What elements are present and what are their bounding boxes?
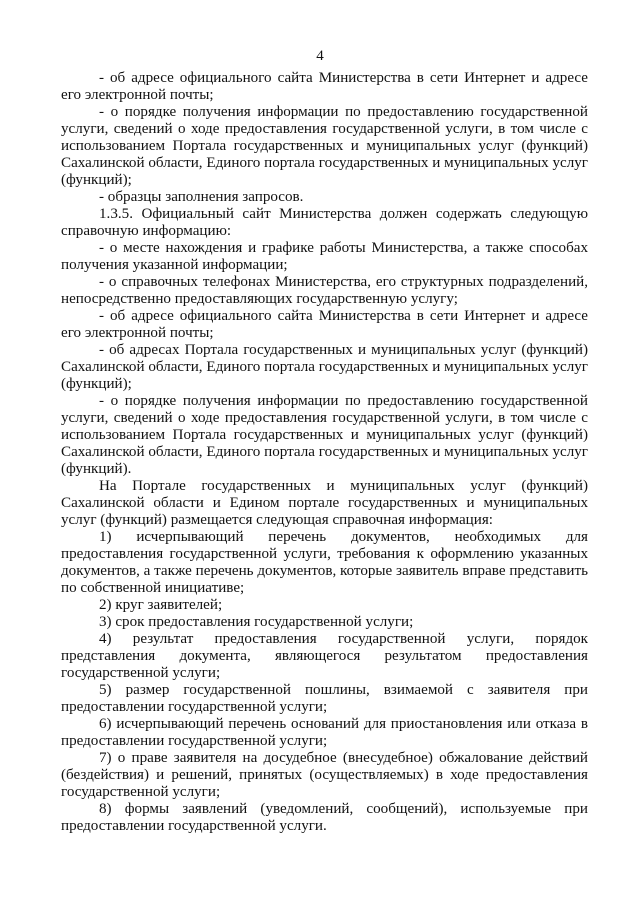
document-body [61, 70, 588, 835]
paragraph: - образцы заполнения запросов. [99, 189, 304, 205]
paragraph: На Портале государственных и муниципальных услуг (функций) Сахалинской области и Едином портале государственных и муниципальных услуг (функций) размещается следующая справочная информация: [61, 478, 588, 528]
list-item: 3) срок предоставления государственной услуги; [99, 614, 414, 630]
list-item: 6) исчерпывающий перечень оснований для приостановления или отказа в предоставлении государственной услуги; [61, 716, 588, 749]
list-item: 8) формы заявлений (уведомлений, сообщений), используемые при предоставлении государственной услуги. [61, 801, 588, 834]
paragraph: - об адресе официального сайта Министерства в сети Интернет и адресе его электронной почты; [61, 70, 588, 103]
paragraph: - об адресе официального сайта Министерства в сети Интернет и адресе его электронной почты; [61, 308, 588, 341]
paragraph: - об адресах Портала государственных и муниципальных услуг (функций) Сахалинской области, Единого портала государственных и муниципальных услуг (функций); [61, 342, 588, 392]
section-heading-paragraph: 1.3.5. Официальный сайт Министерства должен содержать следующую справочную информацию: [61, 206, 588, 239]
paragraph: - о справочных телефонах Министерства, его структурных подразделений, непосредственно предоставляющих государственную услугу; [61, 274, 588, 307]
page-number: 4 [316, 48, 324, 64]
paragraph: - о месте нахождения и графике работы Министерства, а также способах получения указанной информации; [61, 240, 588, 273]
list-item: 2) круг заявителей; [99, 597, 223, 613]
paragraph: - о порядке получения информации по предоставлению государственной услуги, сведений о ходе предоставления государственной услуги, в том числе с использованием Портала государственных и муниципальных услуг (функций) Сахалинской области, Единого портала государственных и муниципальных услуг (функций); [61, 104, 588, 188]
list-item: 5) размер государственной пошлины, взимаемой с заявителя при предоставлении государственной услуги; [61, 682, 588, 715]
list-item: 4) результат предоставления государственной услуги, порядок представления документа, являющегося результатом предоставления государственной услуги; [61, 631, 588, 681]
list-item: 1) исчерпывающий перечень документов, необходимых для предоставления государственной услуги, требования к оформлению указанных документов, а также перечень документов, которые заявитель вправе представить по собственной инициативе; [61, 529, 588, 596]
paragraph: - о порядке получения информации по предоставлению государственной услуги, сведений о ходе предоставления государственной услуги, в том числе с использованием Портала государственных и муниципальных услуг (функций) Сахалинской области, Единого портала государственных и муниципальных услуг (функций). [61, 393, 588, 477]
list-item: 7) о праве заявителя на досудебное (внесудебное) обжалование действий (бездействия) и решений, принятых (осуществляемых) в ходе предоставления государственной услуги; [61, 750, 588, 800]
